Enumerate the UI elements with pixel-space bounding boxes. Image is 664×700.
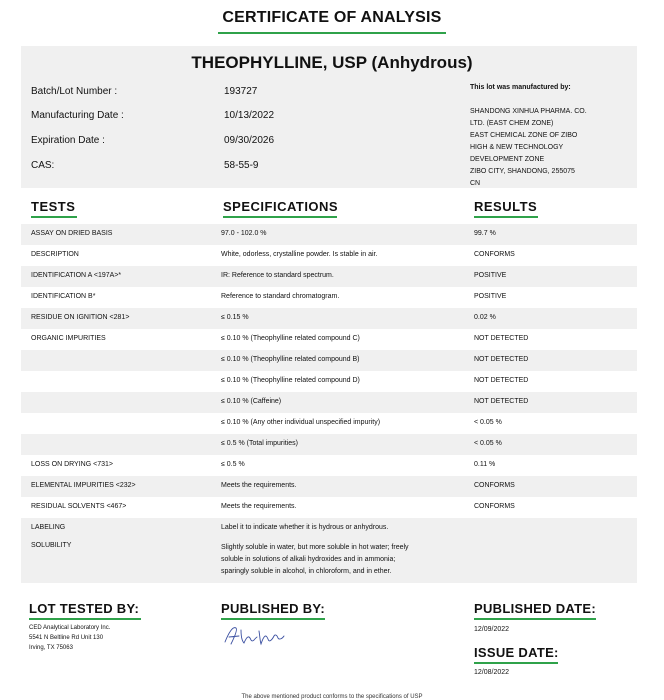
manufacturer-line: ZIBO CITY, SHANDONG, 255075 <box>470 168 575 175</box>
published-date-heading: PUBLISHED DATE: <box>474 601 596 616</box>
published-by-heading: PUBLISHED BY: <box>221 601 326 616</box>
lab-address-line: Irving, TX 75063 <box>29 645 73 651</box>
row-result: NOT DETECTED <box>474 398 529 405</box>
manufacturer-line: DEVELOPMENT ZONE <box>470 156 545 163</box>
row-spec: ≤ 0.10 % (Theophylline related compound C) <box>221 335 360 342</box>
table-row <box>21 287 637 308</box>
row-spec: White, odorless, crystalline powder. Is stable in air. <box>221 251 378 258</box>
row-result: < 0.05 % <box>474 419 502 426</box>
row-result: 0.02 % <box>474 314 496 321</box>
row-spec: Meets the requirements. <box>221 482 297 489</box>
solubility-row <box>21 537 637 583</box>
lab-address-line: 5541 N Beltline Rd Unit 130 <box>29 635 104 641</box>
table-row <box>21 329 637 350</box>
cas-label: CAS: <box>31 160 55 171</box>
published-date-value: 12/09/2022 <box>474 626 510 633</box>
lot-tested-heading: LOT TESTED BY: <box>29 601 140 616</box>
table-row <box>21 476 637 497</box>
table-row <box>21 413 637 434</box>
table-row <box>21 497 637 518</box>
mfg-date-label: Manufacturing Date : <box>31 110 124 121</box>
row-spec: ≤ 0.10 % (Theophylline related compound B) <box>221 356 360 363</box>
row-test: ELEMENTAL IMPURITIES <232> <box>31 482 136 489</box>
solubility-spec-line: Slightly soluble in water, but more soluble in hot water; freely <box>221 544 409 551</box>
solubility-spec-line: sparingly soluble in alcohol, in chloroform, and in ether. <box>221 568 392 575</box>
table-row <box>21 308 637 329</box>
results-heading: RESULTS <box>474 199 538 214</box>
row-spec: ≤ 0.10 % (Any other individual unspecified impurity) <box>221 419 381 426</box>
row-test: LOSS ON DRYING <731> <box>31 461 113 468</box>
product-name: THEOPHYLLINE, USP (Anhydrous) <box>191 53 473 72</box>
row-spec: IR: Reference to standard spectrum. <box>221 272 334 279</box>
manufacturer-heading: This lot was manufactured by: <box>470 84 571 91</box>
row-spec: ≤ 0.10 % (Theophylline related compound D) <box>221 377 360 384</box>
table-row <box>21 245 637 266</box>
tests-underline <box>31 216 77 218</box>
row-test: IDENTIFICATION A <197A>* <box>31 272 122 279</box>
published-date-underline <box>474 618 596 620</box>
mfg-date-value: 10/13/2022 <box>224 110 275 121</box>
document-title: CERTIFICATE OF ANALYSIS <box>222 9 442 26</box>
table-row <box>21 392 637 413</box>
row-spec: Meets the requirements. <box>221 503 297 510</box>
published-by-underline <box>221 618 325 620</box>
table-row <box>21 455 637 476</box>
issue-date-heading: ISSUE DATE: <box>474 645 559 660</box>
row-spec: ≤ 0.5 % (Total impurities) <box>221 440 298 447</box>
row-spec: ≤ 0.10 % (Caffeine) <box>221 398 282 405</box>
batch-label: Batch/Lot Number : <box>31 86 118 97</box>
table-row <box>21 350 637 371</box>
table-row <box>21 518 637 539</box>
manufacturer-line: EAST CHEMICAL ZONE OF ZIBO <box>470 132 578 139</box>
row-test: LABELING <box>31 524 66 531</box>
row-spec: Reference to standard chromatogram. <box>221 293 340 300</box>
row-test: RESIDUE ON IGNITION <281> <box>31 314 130 321</box>
tests-heading: TESTS <box>31 199 76 214</box>
row-result: CONFORMS <box>474 251 515 258</box>
manufacturer-line: SHANDONG XINHUA PHARMA. CO. <box>470 108 587 115</box>
row-test: ORGANIC IMPURITIES <box>31 335 106 342</box>
signature <box>222 622 286 648</box>
solubility-test: SOLUBILITY <box>31 542 72 549</box>
table-row <box>21 224 637 245</box>
row-spec: Label it to indicate whether it is hydrous or anhydrous. <box>221 524 389 531</box>
batch-value: 193727 <box>224 86 258 97</box>
cas-value: 58-55-9 <box>224 160 259 171</box>
row-result: CONFORMS <box>474 482 515 489</box>
table-row <box>21 266 637 287</box>
row-result: < 0.05 % <box>474 440 502 447</box>
row-result: NOT DETECTED <box>474 356 529 363</box>
manufacturer-line: HIGH & NEW TECHNOLOGY <box>470 144 564 151</box>
manufacturer-line: CN <box>470 180 481 187</box>
specifications-underline <box>223 216 337 218</box>
row-test: RESIDUAL SOLVENTS <467> <box>31 503 127 510</box>
bottom-note: The above mentioned product conforms to the specifications of USP <box>241 694 423 700</box>
issue-date-underline <box>474 662 558 664</box>
table-row <box>21 371 637 392</box>
row-test: ASSAY ON DRIED BASIS <box>31 230 113 237</box>
row-result: NOT DETECTED <box>474 377 529 384</box>
row-spec: ≤ 0.5 % <box>221 461 245 468</box>
table-row <box>21 434 637 455</box>
solubility-spec-line: soluble in solutions of alkali hydroxides and in ammonia; <box>221 556 396 563</box>
exp-date-value: 09/30/2026 <box>224 135 275 146</box>
lot-tested-underline <box>29 618 141 620</box>
exp-date-label: Expiration Date : <box>31 135 105 146</box>
row-spec: ≤ 0.15 % <box>221 314 249 321</box>
row-result: POSITIVE <box>474 272 507 279</box>
specifications-heading: SPECIFICATIONS <box>223 199 339 214</box>
row-result: NOT DETECTED <box>474 335 529 342</box>
issue-date-value: 12/08/2022 <box>474 669 510 676</box>
title-underline <box>218 32 446 34</box>
row-result: 0.11 % <box>474 461 496 468</box>
row-result: POSITIVE <box>474 293 507 300</box>
row-result: CONFORMS <box>474 503 515 510</box>
results-underline <box>474 216 538 218</box>
manufacturer-line: LTD. (EAST CHEM ZONE) <box>470 120 554 127</box>
lab-address-line: CED Analytical Laboratory Inc. <box>29 625 111 631</box>
row-spec: 97.0 - 102.0 % <box>221 230 267 237</box>
row-test: IDENTIFICATION B* <box>31 293 96 300</box>
row-result: 99.7 % <box>474 230 496 237</box>
row-test: DESCRIPTION <box>31 251 79 258</box>
